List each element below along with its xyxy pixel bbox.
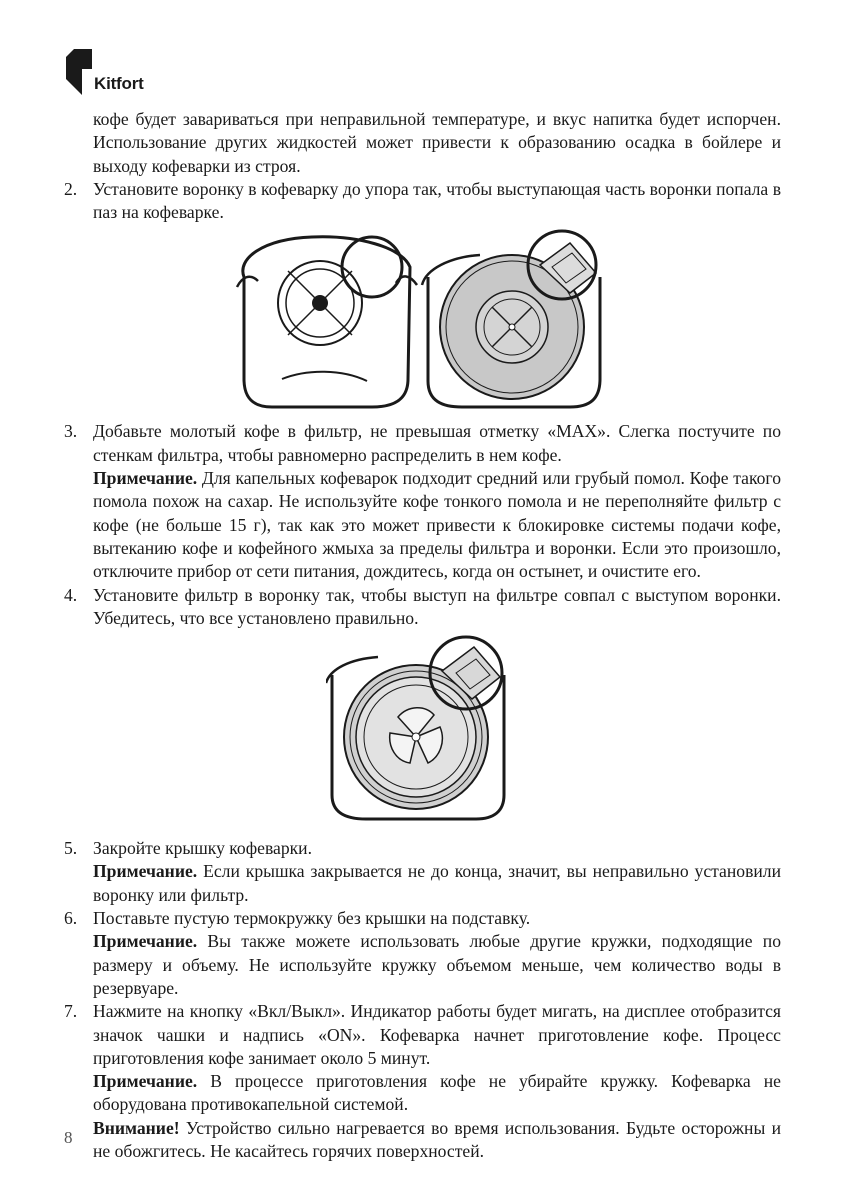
- instructions: [64, 108, 781, 1163]
- step-text: Установите воронку в кофеварку до упора так, чтобы выступающая часть воронки попала в паз на кофеварке.: [93, 178, 781, 223]
- step-number: 7.: [64, 1001, 78, 1022]
- note-label: Примечание.: [93, 468, 198, 489]
- step-text: Поставьте пустую термокружку без крышки на подставку.: [93, 908, 531, 929]
- step-text: Нажмите на кнопку «Вкл/Выкл». Индикатор работы будет мигать, на дисплее отобразится значок чашки и надпись «ON». Кофеварка начнет приготовление кофе. Процесс приготовления кофе занимает около 5 минут.: [93, 1001, 781, 1068]
- funnel-installed-illustration: [420, 229, 610, 409]
- step-3: [64, 420, 781, 467]
- note-label: Примечание.: [93, 931, 198, 952]
- step-number: 3.: [64, 421, 78, 442]
- step-number: 6.: [64, 908, 78, 929]
- step-6-note: [64, 930, 781, 1000]
- step-number: 2.: [64, 178, 78, 199]
- step-number: 4.: [64, 584, 78, 605]
- warning-label: Внимание!: [93, 1117, 180, 1138]
- intro-text: кофе будет завариваться при неправильной температуре, и вкус напитка будет испорчен. Использование других жидкостей может привести к образованию осадка в бойлере и выходу кофеварки из строя.: [93, 109, 781, 176]
- figure-funnel-install: [64, 229, 781, 420]
- kitfort-logo-icon: [64, 47, 94, 97]
- step-5: [64, 837, 781, 860]
- step-4: [64, 584, 781, 631]
- funnel-empty-illustration: [232, 229, 422, 409]
- page-number: 8: [64, 1128, 73, 1147]
- note-text: В процессе приготовления кофе не убирайте кружку. Кофеварка не оборудована противокапельной системой.: [93, 1071, 781, 1115]
- step-7: [64, 1000, 781, 1070]
- note-text: Если крышка закрывается не до конца, значит, вы неправильно установили воронку или фильтр.: [93, 861, 781, 905]
- kitfort-logo: [64, 47, 184, 99]
- figure-filter-install: [64, 635, 781, 837]
- note-label: Примечание.: [93, 1071, 198, 1092]
- step-text: Добавьте молотый кофе в фильтр, не превышая отметку «MAX». Слегка постучите по стенкам фильтра, чтобы равномерно распределить в нем кофе.: [93, 421, 781, 465]
- step-7-warning: [64, 1117, 781, 1164]
- step-5-note: [64, 860, 781, 907]
- note-text: Для капельных кофеварок подходит средний или грубый помол. Кофе такого помола похож на сахар. Не используйте кофе тонкого помола и не переполняйте фильтр с кофе (не больше 15 г), так как это может привести к блокировке системы подачи кофе, вытеканию кофе и кофейного жмыха за пределы фильтра и воронки. Если это произошло, отключите прибор от сети питания, дождитесь, когда он остынет, и очистите его.: [93, 468, 781, 582]
- step-2: [64, 178, 781, 225]
- filter-installed-illustration: [326, 635, 516, 825]
- warning-text: Устройство сильно нагревается во время использования. Будьте осторожны и не обожгитесь. Не касайтесь горячих поверхностей.: [93, 1117, 781, 1162]
- step-7-note: [64, 1070, 781, 1117]
- brand-name: Kitfort: [94, 74, 144, 93]
- step-text: Установите фильтр в воронку так, чтобы выступ на фильтре совпал с выступом воронки. Убедитесь, что все установлено правильно.: [93, 584, 781, 628]
- step-6: [64, 907, 781, 930]
- note-label: Примечание.: [93, 861, 198, 882]
- step-3-note: [64, 467, 781, 583]
- step-number: 5.: [64, 838, 78, 859]
- step-text: Закройте крышку кофеварки.: [93, 838, 312, 859]
- note-text: Вы также можете использовать любые другие кружки, подходящие по размеру и объему. Не используйте кружку объемом меньше, чем количество воды в резервуаре.: [93, 931, 781, 998]
